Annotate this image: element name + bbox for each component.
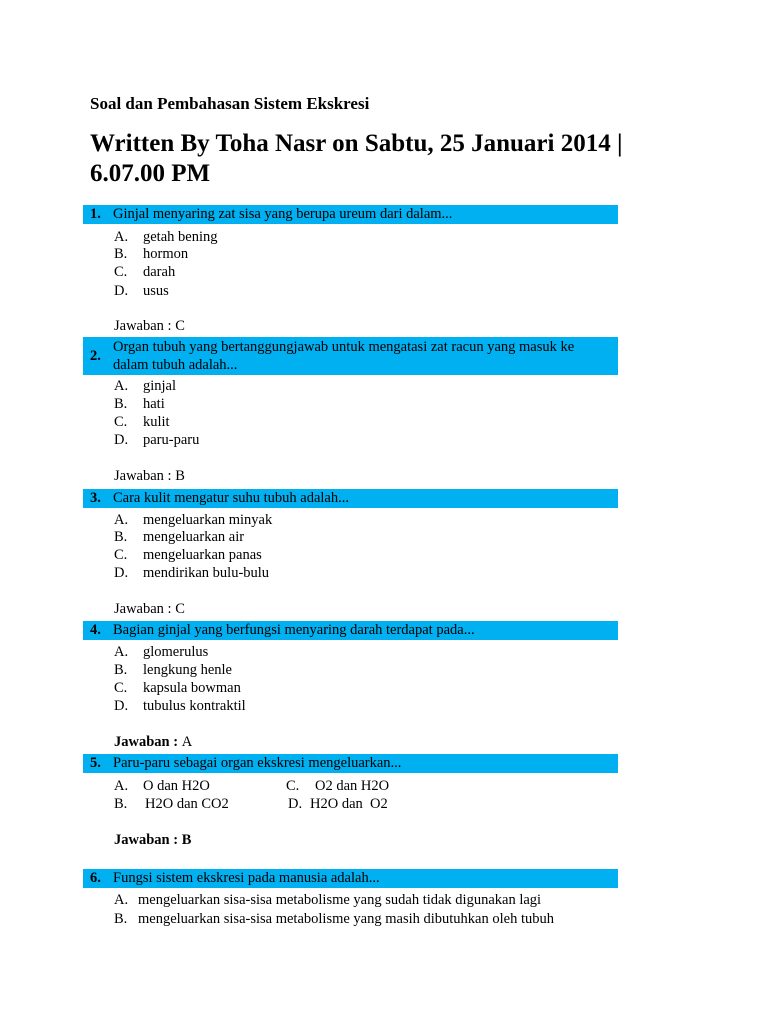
option-b: [114, 661, 232, 679]
option-text: glomerulus: [143, 644, 209, 660]
option-text: kapsula bowman: [143, 680, 241, 696]
question-number: 2.: [90, 348, 101, 364]
option-b: [114, 910, 554, 928]
option-b: [114, 395, 165, 413]
answer-line: [114, 733, 192, 751]
option-c: [114, 263, 175, 281]
option-text: kulit: [143, 414, 170, 430]
option-letter: A.: [114, 378, 129, 394]
option-c: [114, 546, 262, 564]
option-text: ginjal: [143, 378, 177, 394]
question-text: Ginjal menyaring zat sisa yang berupa ureum dari dalam...: [113, 206, 453, 222]
option-letter: D.: [114, 565, 129, 581]
option-letter: B.: [114, 662, 128, 678]
post-heading: Written By Toha Nasr on Sabtu, 25 Januari 2014 | 6.07.00 PM: [90, 130, 623, 187]
option-letter: B.: [114, 246, 128, 262]
option-text: hormon: [143, 246, 189, 262]
option-d: [288, 795, 388, 813]
question-bar-4: [83, 621, 618, 640]
option-text: usus: [143, 283, 169, 299]
option-text: mendirikan bulu-bulu: [143, 565, 270, 581]
answer-line: [114, 600, 185, 618]
question-text: Fungsi sistem ekskresi pada manusia adalah...: [113, 870, 380, 886]
question-number: 3.: [90, 490, 101, 506]
option-text: O dan H2O: [143, 778, 210, 794]
option-c: [114, 413, 170, 431]
answer-value: C: [175, 318, 185, 334]
question-number: 4.: [90, 622, 101, 638]
option-letter: D.: [114, 283, 129, 299]
option-letter: D.: [288, 796, 303, 812]
option-text: O2 dan H2O: [315, 778, 390, 794]
option-b: [114, 528, 244, 546]
option-letter: B.: [114, 529, 128, 545]
question-text: Paru-paru sebagai organ ekskresi mengeluarkan...: [113, 755, 402, 771]
answer-line: [114, 317, 185, 335]
option-d: [114, 697, 246, 715]
option-a: [114, 891, 541, 909]
option-a: [114, 643, 208, 661]
question-number: 5.: [90, 755, 101, 771]
question-text: Organ tubuh yang bertanggungjawab untuk mengatasi zat racun yang masuk ke dalam tubuh adalah...: [113, 339, 575, 373]
option-text: mengeluarkan sisa-sisa metabolisme yang masih dibutuhkan oleh tubuh: [138, 911, 554, 927]
answer-label: Jawaban :: [114, 468, 176, 484]
option-c: [114, 679, 241, 697]
option-text: paru-paru: [143, 432, 200, 448]
option-letter: A.: [114, 512, 129, 528]
document-title: Soal dan Pembahasan Sistem Ekskresi: [90, 94, 370, 113]
question-number: 1.: [90, 206, 101, 222]
option-letter: D.: [114, 432, 129, 448]
option-text: tubulus kontraktil: [143, 698, 246, 714]
answer-label: Jawaban :: [114, 734, 182, 750]
option-a: [114, 511, 272, 529]
option-text: H2O dan O2: [310, 796, 388, 812]
answer-line: [114, 831, 191, 849]
question-bar-3: [83, 489, 618, 508]
option-text: mengeluarkan minyak: [143, 512, 273, 528]
option-letter: D.: [114, 698, 129, 714]
answer-value: B: [175, 468, 185, 484]
option-letter: B.: [114, 911, 128, 927]
option-text: mengeluarkan sisa-sisa metabolisme yang sudah tidak digunakan lagi: [138, 892, 542, 908]
question-text: Cara kulit mengatur suhu tubuh adalah...: [113, 490, 349, 506]
answer-value: A: [181, 734, 193, 750]
option-text: H2O dan CO2: [145, 796, 229, 812]
option-text: lengkung henle: [143, 662, 232, 678]
option-letter: A.: [114, 778, 129, 794]
option-letter: C.: [114, 547, 128, 563]
option-letter: B.: [114, 796, 128, 812]
question-number: 6.: [90, 870, 101, 886]
answer-label: Jawaban :: [114, 318, 176, 334]
option-d: [114, 431, 199, 449]
option-c: [286, 777, 389, 795]
option-letter: A.: [114, 644, 129, 660]
answer-label: Jawaban :: [114, 832, 182, 848]
option-d: [114, 282, 169, 300]
option-a: [114, 228, 218, 246]
question-text: Bagian ginjal yang berfungsi menyaring darah terdapat pada...: [113, 622, 475, 638]
answer-label: Jawaban :: [114, 601, 176, 617]
option-a: [114, 377, 176, 395]
question-bar-5: [83, 754, 618, 773]
option-text: hati: [143, 396, 165, 412]
question-bar-1: [83, 205, 618, 224]
option-letter: C.: [114, 414, 128, 430]
option-text: getah bening: [143, 229, 218, 245]
option-letter: C.: [286, 778, 300, 794]
option-letter: C.: [114, 680, 128, 696]
option-b: [114, 795, 229, 813]
option-text: mengeluarkan air: [143, 529, 245, 545]
option-letter: B.: [114, 396, 128, 412]
question-bar-6: [83, 869, 618, 888]
option-letter: A.: [114, 892, 129, 908]
option-text: mengeluarkan panas: [143, 547, 262, 563]
option-letter: C.: [114, 264, 128, 280]
option-a: [114, 777, 210, 795]
option-d: [114, 564, 269, 582]
answer-value: B: [181, 832, 192, 848]
answer-value: C: [175, 601, 185, 617]
option-b: [114, 245, 188, 263]
question-bar-2: [83, 337, 618, 375]
option-letter: A.: [114, 229, 129, 245]
answer-line: [114, 467, 185, 485]
option-text: darah: [143, 264, 176, 280]
